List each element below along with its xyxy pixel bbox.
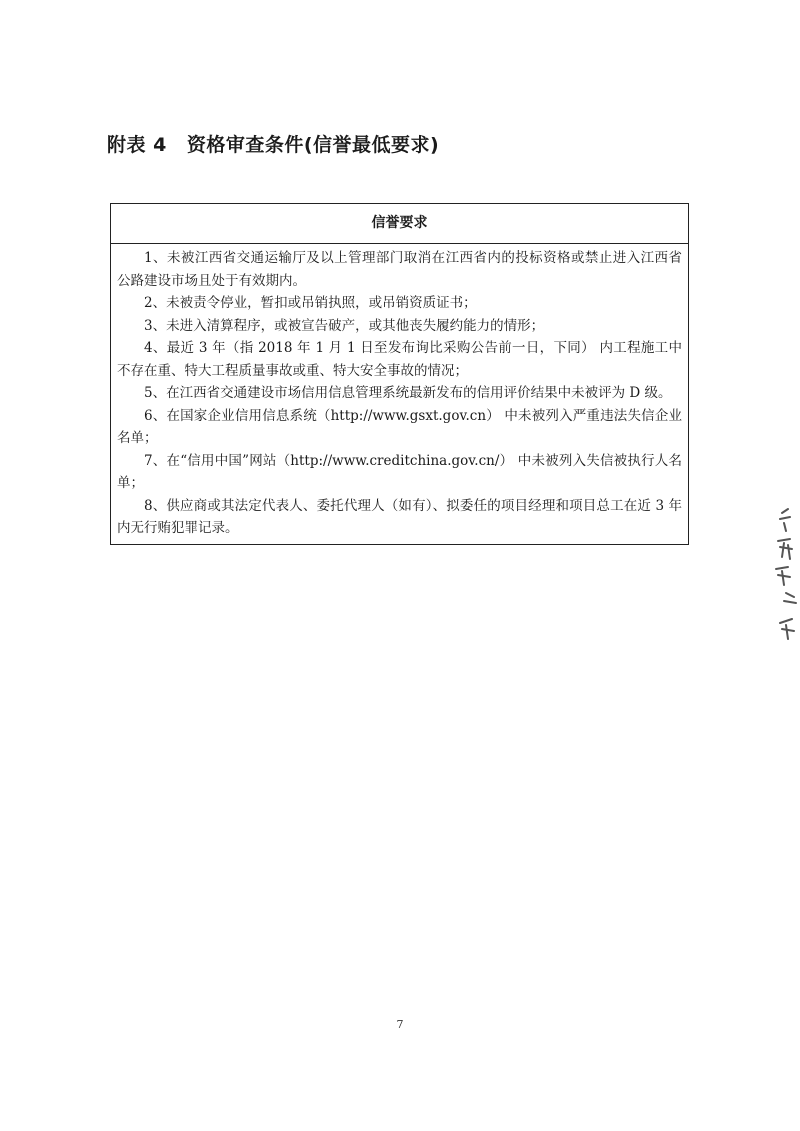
- appendix-title: 资格审查条件(信誉最低要求): [186, 134, 440, 156]
- criteria-item-6: 6、在国家企业信用信息系统（http://www.gsxt.gov.cn） 中未被列入严重违法失信企业名单；: [117, 407, 682, 446]
- criteria-item-1: 1、未被江西省交通运输厅及以上管理部门取消在江西省内的投标资格或禁止进入江西省 公路建设市场且处于有效期内。: [117, 250, 682, 289]
- page-number: 7: [396, 1018, 404, 1031]
- criteria-item-7: 7、在“信用中国”网站（http://www.creditchina.gov.cn/） 中未被列入失信被执行人名单；: [117, 452, 682, 491]
- criteria-item-8: 8、供应商或其法定代表人、委托代理人（如有）、拟委任的项目经理和项目总工在近 3 年内无行贿犯罪记录。: [117, 497, 682, 536]
- credit-requirements-table: [110, 203, 689, 545]
- table-header: 信誉要求: [111, 204, 688, 244]
- criteria-item-2: 2、未被责令停业，暂扣或吊销执照，或吊销资质证书；: [144, 295, 477, 311]
- appendix-number: 附表 4: [107, 134, 167, 156]
- table-body: [111, 244, 688, 544]
- criteria-item-3: 3、未进入清算程序，或被宣告破产，或其他丧失履约能力的情形；: [144, 317, 545, 334]
- criteria-item-4: 4、最近 3 年（指 2018 年 1 月 1 日至发布询比采购公告前一日，下同） 内工程施工中不存在重、特大工程质量事故或重、特大安全事故的情况；: [117, 340, 682, 379]
- seal-stamp-fragment: [768, 505, 800, 645]
- page-title: [107, 130, 439, 157]
- criteria-item-5: 5、在江西省交通建设市场信用信息管理系统最新发布的信用评价结果中未被评为 D 级。: [144, 385, 672, 401]
